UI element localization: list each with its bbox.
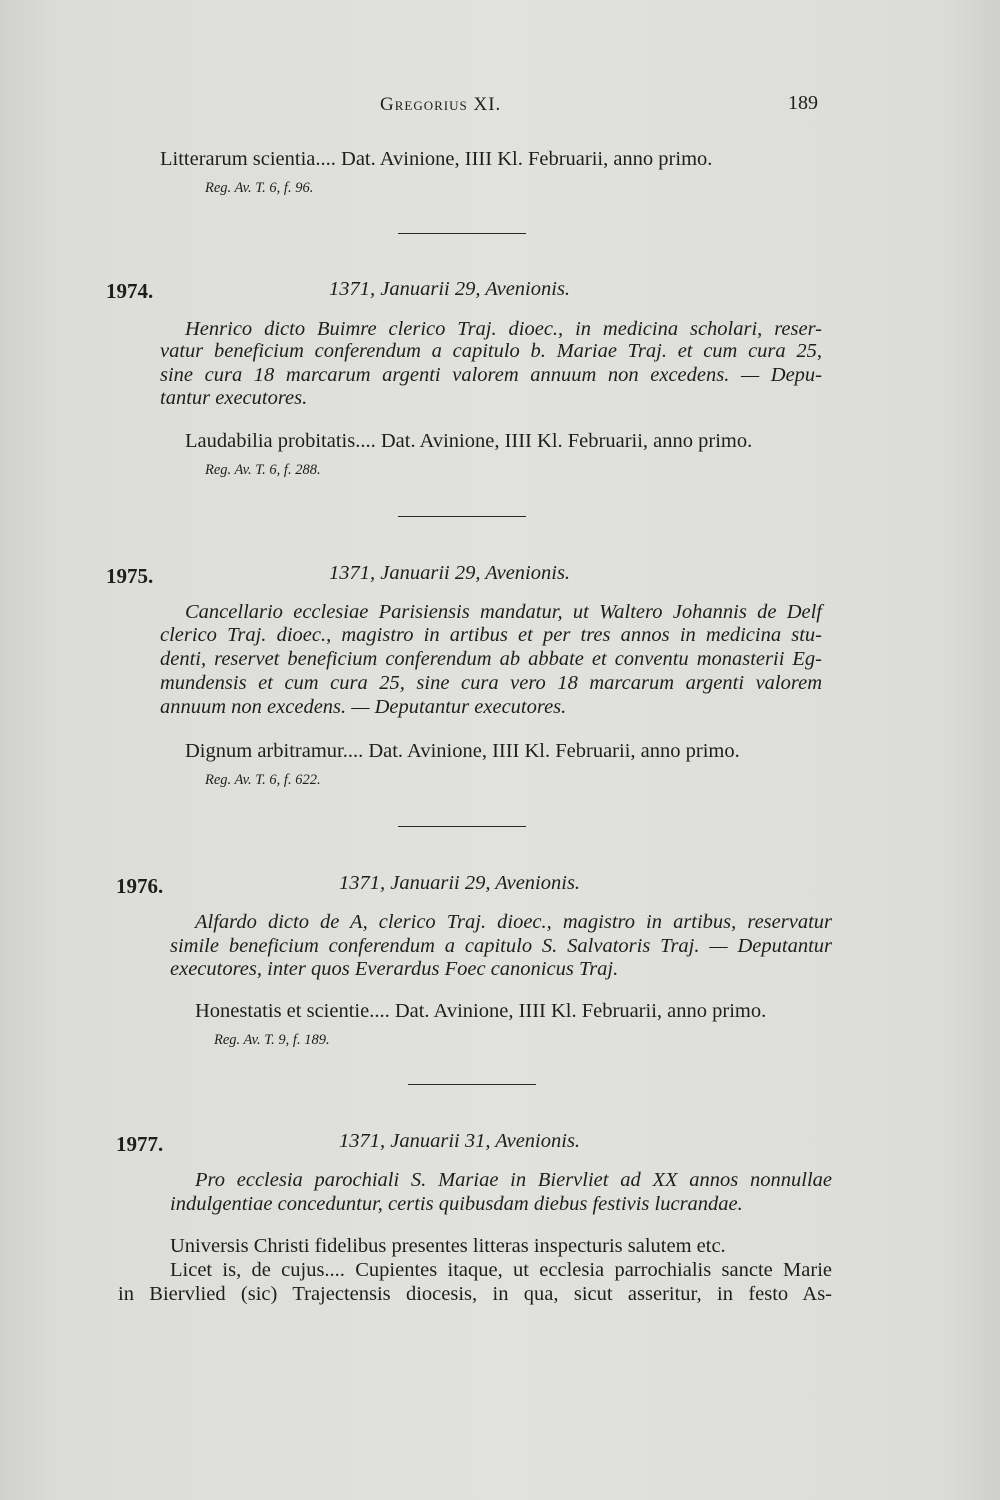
page-number: 189 <box>788 92 818 114</box>
register-citation: Reg. Av. T. 6, f. 622. <box>205 772 321 788</box>
summary-line: Alfardo dicto de A, clerico Traj. dioec., magistro in artibus, reservatur <box>195 911 832 933</box>
incipit-line: Litterarum scientia.... Dat. Avinione, IIII Kl. Februarii, anno primo. <box>160 148 713 170</box>
summary-line: Pro ecclesia parochiali S. Mariae in Biervliet ad XX annos nonnullae <box>195 1169 832 1191</box>
body-line: Licet is, de cujus.... Cupientes itaque, ut ecclesia parrochialis sancte Marie <box>170 1259 832 1281</box>
entry-number: 1976. <box>116 874 164 898</box>
summary-line: Cancellario ecclesiae Parisiensis mandatur, ut Waltero Johannis de Delf <box>185 601 822 623</box>
section-divider <box>398 826 526 827</box>
body-line: in Biervlied (sic) Trajectensis diocesis, in qua, sicut asseritur, in festo As- <box>118 1283 832 1305</box>
entry-number: 1975. <box>106 564 154 588</box>
entry-date: 1371, Januarii 29, Avenionis. <box>329 278 571 300</box>
incipit-line: Honestatis et scientie.... Dat. Avinione, IIII Kl. Februarii, anno primo. <box>195 1000 767 1022</box>
register-citation: Reg. Av. T. 9, f. 189. <box>214 1032 330 1048</box>
summary-line: sine cura 18 marcarum argenti valorem annuum non excedens. — Depu- <box>160 364 822 386</box>
section-divider <box>398 516 526 517</box>
entry-date: 1371, Januarii 31, Avenionis. <box>339 1130 581 1152</box>
summary-line: denti, reservet beneficium conferendum ab abbate et conventu monasterii Eg- <box>160 648 822 670</box>
summary-line: vatur beneficium conferendum a capitulo b. Mariae Traj. et cum cura 25, <box>160 340 822 362</box>
running-title: Gregorius XI. <box>380 94 502 115</box>
summary-line: simile beneficium conferendum a capitulo S. Salvatoris Traj. — Deputantur <box>170 935 832 957</box>
summary-line: tantur executores. <box>160 387 308 409</box>
body-line: Universis Christi fidelibus presentes litteras inspecturis salutem etc. <box>170 1235 726 1257</box>
register-citation: Reg. Av. T. 6, f. 288. <box>205 462 321 478</box>
section-divider <box>408 1084 536 1085</box>
section-divider <box>398 233 526 234</box>
entry-date: 1371, Januarii 29, Avenionis. <box>329 562 571 584</box>
summary-line: mundensis et cum cura 25, sine cura vero 18 marcarum argenti valorem <box>160 672 822 694</box>
summary-line: annuum non excedens. — Deputantur executores. <box>160 696 567 718</box>
entry-number: 1974. <box>106 279 154 303</box>
entry-number: 1977. <box>116 1132 164 1156</box>
summary-line: clerico Traj. dioec., magistro in artibus et per tres annos in medicina stu- <box>160 624 822 646</box>
summary-line: indulgentiae conceduntur, certis quibusdam diebus festivis lucrandae. <box>170 1193 743 1215</box>
summary-line: executores, inter quos Everardus Foec canonicus Traj. <box>170 958 619 980</box>
summary-line: Henrico dicto Buimre clerico Traj. dioec., in medicina scholari, reser- <box>185 318 822 340</box>
incipit-line: Laudabilia probitatis.... Dat. Avinione, IIII Kl. Februarii, anno primo. <box>185 430 753 452</box>
incipit-line: Dignum arbitramur.... Dat. Avinione, IIII Kl. Februarii, anno primo. <box>185 740 740 762</box>
entry-date: 1371, Januarii 29, Avenionis. <box>339 872 581 894</box>
register-citation: Reg. Av. T. 6, f. 96. <box>205 180 314 196</box>
